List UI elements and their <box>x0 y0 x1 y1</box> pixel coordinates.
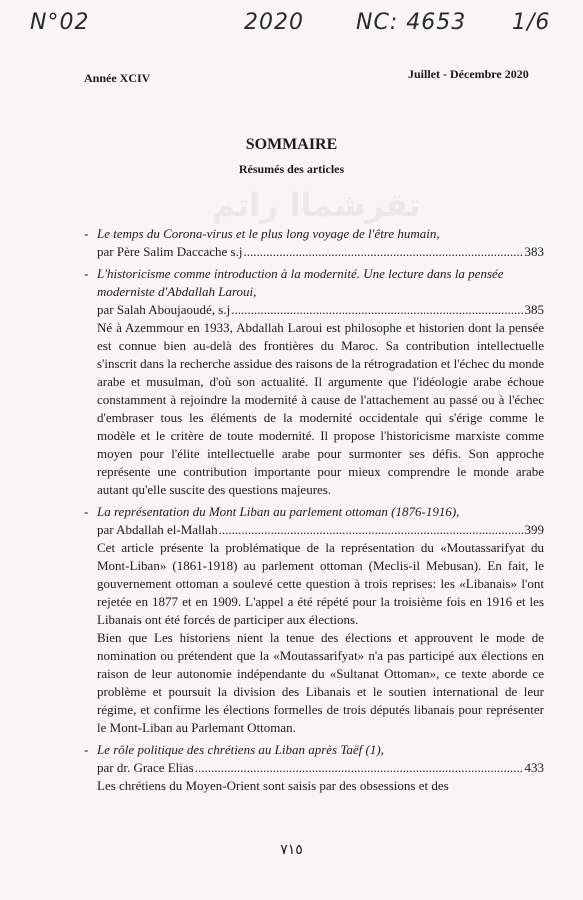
leader-dots <box>195 759 524 777</box>
entry-abstract: Les chrétiens du Moyen-Orient sont saisis par des obsessions et des <box>97 778 449 793</box>
entry-dash: - <box>84 742 89 757</box>
handwritten-reference: NC: 4653 <box>356 10 467 35</box>
entry-dash: - <box>84 226 89 241</box>
entry-dash: - <box>84 504 89 519</box>
page-title: SOMMAIRE <box>245 136 338 153</box>
entry-byline <box>97 301 544 319</box>
entry-title: Le temps du Corona-virus et le plus long voyage de l'être humain, <box>97 226 440 241</box>
entry-title: La représentation du Mont Liban au parlement ottoman (1876-1916), <box>97 504 460 519</box>
entry-byline <box>97 243 544 261</box>
issue-date: Juillet - Décembre 2020 <box>408 67 529 81</box>
leader-dots <box>243 243 523 261</box>
toc-entry <box>84 265 544 499</box>
entry-title: Le rôle politique des chrétiens au Liban après Taëf (1), <box>97 742 384 757</box>
watermark: تقرشماا راتم <box>212 186 421 224</box>
entry-abstract: Né à Azemmour en 1933, Abdallah Laroui est philosophe et historien dont la pensée est connue bien au-delà des frontières du Maroc. Sa contribution intellectuelle s'inscrit dans la recherche assidue des raisons de la rétrogradation et l'échec du monde arabe et musulman, d'où son actualité. Il argumente que l'idéologie arabe échoue constamment à rejoindre la modernité à cause de l'attachement au passé ou à l'échec d'embraser tous les éléments de la modernité occidentale qui s'érige comme le modèle et le critère de toute modernité. Il propose l'historicisme marxiste comme moyen pour l'élite intellectuelle arabe pour surmonter ses défis. Son approche représente une contribution importante pour mieux comprendre le monde arabe autant qu'elle suscite des questions majeures. <box>97 320 544 497</box>
issue-label: Année XCIV <box>84 71 151 85</box>
handwritten-number: N°02 <box>30 10 90 35</box>
entry-author: par Père Salim Daccache s.j <box>97 244 243 259</box>
toc-entry <box>84 225 544 261</box>
toc-entry <box>84 503 544 737</box>
entry-author: par dr. Grace Elias <box>97 760 194 775</box>
entry-abstract-continued: Bien que Les historiens nient la tenue des élections et approuvent le mode de nomination ou prétendent que la «Moutassarifyat» n'a pas participé aux élections en raison de leur autonomie indépendante du «Sultanat Ottoman», ce texte aborde ce problème et poursuit la division des Libanais et le soutien international de leur régime, et confirme les élections formelles de trois députés libanais pour représenter le Mont-Liban au Parlemant Ottoman. <box>97 630 544 735</box>
page-number: ٧١٥ <box>280 842 303 858</box>
entry-page: 399 <box>524 522 544 537</box>
page-subtitle: Résumés des articles <box>238 162 345 176</box>
leader-dots <box>231 301 523 319</box>
entry-dash: - <box>84 266 89 281</box>
entry-abstract: Cet article présente la problématique de la représentation du «Moutassarifyat du Mont-Liban» (1861-1918) au parlement ottoman (Meclis-il Mebusan). En fait, le gouvernement ottoman a soulevé cette question à trois reprises: les «Libanais» l'ont rejetée en 1877 et en 1909. L'appel a été répété pour la troisième fois en 1916 et les Libanais ont été forcés de participer aux élections. <box>97 540 544 627</box>
contents-list <box>84 225 544 799</box>
entry-byline <box>97 521 544 539</box>
entry-page: 433 <box>524 760 544 775</box>
leader-dots <box>219 521 524 539</box>
entry-page: 383 <box>524 244 544 259</box>
entry-page: 385 <box>524 302 544 317</box>
entry-byline <box>97 759 544 777</box>
handwritten-year: 2020 <box>244 10 304 35</box>
entry-author: par Abdallah el-Mallah <box>97 522 218 537</box>
entry-author: par Salah Aboujaoudé, s.j <box>97 302 231 317</box>
entry-title: L'historicisme comme introduction à la modernité. Une lecture dans la pensée moderniste d'Abdallah Laroui, <box>97 266 504 299</box>
toc-entry <box>84 741 544 795</box>
handwritten-page: 1/6 <box>512 10 551 35</box>
